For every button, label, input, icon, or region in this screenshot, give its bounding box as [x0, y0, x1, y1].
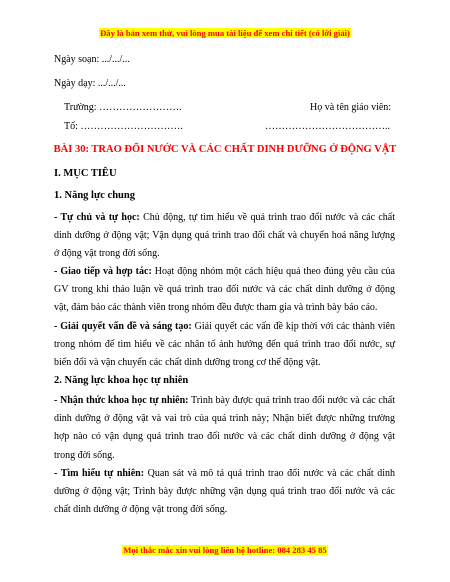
- preview-banner: Đây là bản xem thử, vui lòng mua tài liệu để xem chi tiết (có lời giải): [100, 28, 350, 38]
- school-field: Trường: …………………….: [64, 102, 182, 113]
- paragraph-self-study: [54, 209, 395, 264]
- paragraph-problem-solving: [54, 318, 395, 373]
- teacher-name-label: Họ và tên giáo viên:: [310, 102, 392, 113]
- paragraph-text: Chủ động, tự tìm hiểu về quá trình trao đổi nước và các chất dinh dưỡng ở động vật; Vận dụng quá trình trao đổi chất và chuyển hoá năng lượng ở động vật trong đời sống.: [54, 212, 395, 260]
- paragraph-communication: [54, 263, 395, 318]
- paragraph-text: Giải quyết các vấn đề kịp thời với các thành viên trong nhóm để tìm hiểu về các nhân tố ảnh hưởng đến quá trình trao đổi nước, sự biến đổi và vận chuyển các chất dinh dưỡng trong cơ thể động vật.: [54, 321, 395, 369]
- paragraph-label: - Tìm hiểu tự nhiên:: [54, 468, 145, 479]
- paragraph-text: Trình bày được quá trình trao đổi nước và các chất dinh dưỡng ở động vật và vai trò của quá trình này; Nhận biết được những trường hợp nào có vận dụng quá trình trao đổi nước và các chất dinh dưỡng ở động vật trong đời sống.: [54, 395, 395, 461]
- paragraph-nature-exploration: [54, 465, 395, 520]
- group-field: Tổ: ………………………….: [64, 121, 183, 132]
- lesson-title: BÀI 30: TRAO ĐỔI NƯỚC VÀ CÁC CHẤT DINH DƯỠNG Ở ĐỘNG VẬT: [53, 144, 397, 155]
- teach-date: Ngày dạy: .../.../...: [54, 78, 126, 89]
- paragraph-label: - Giao tiếp và hợp tác:: [54, 266, 152, 277]
- paragraph-label: - Giải quyết vấn đề và sáng tạo:: [54, 321, 192, 332]
- teacher-name-blank: ………………………………..: [265, 121, 390, 132]
- paragraph-text: Quan sát và mô tả quá trình trao đổi nước và các chất dinh dưỡng ở động vật; Trình bày được những vận dụng quá trình trao đổi nước và các chất dinh dưỡng ở động vật trong đời sống.: [54, 468, 395, 516]
- prep-date: Ngày soạn: .../.../...: [54, 54, 130, 65]
- hotline-banner: Mọi thắc mắc xin vui lòng liên hệ hotline: 084 283 45 85: [123, 545, 327, 555]
- subsection-heading: 1. Năng lực chung: [54, 190, 135, 201]
- subsection-heading: 2. Năng lực khoa học tự nhiên: [54, 375, 189, 386]
- paragraph-science-cognition: [54, 392, 395, 465]
- paragraph-label: - Tự chủ và tự học:: [54, 212, 140, 223]
- section-heading: I. MỤC TIÊU: [54, 168, 117, 179]
- paragraph-label: - Nhận thức khoa học tự nhiên:: [54, 395, 189, 406]
- paragraph-text: Hoạt động nhóm một cách hiệu quả theo đúng yêu cầu của GV trong khi thảo luận về quá trình trao đổi nước và các chất dinh dưỡng ở động vật, đảm bảo các thành viên trong nhóm đều được tham gia và trình bày báo cáo.: [54, 266, 395, 314]
